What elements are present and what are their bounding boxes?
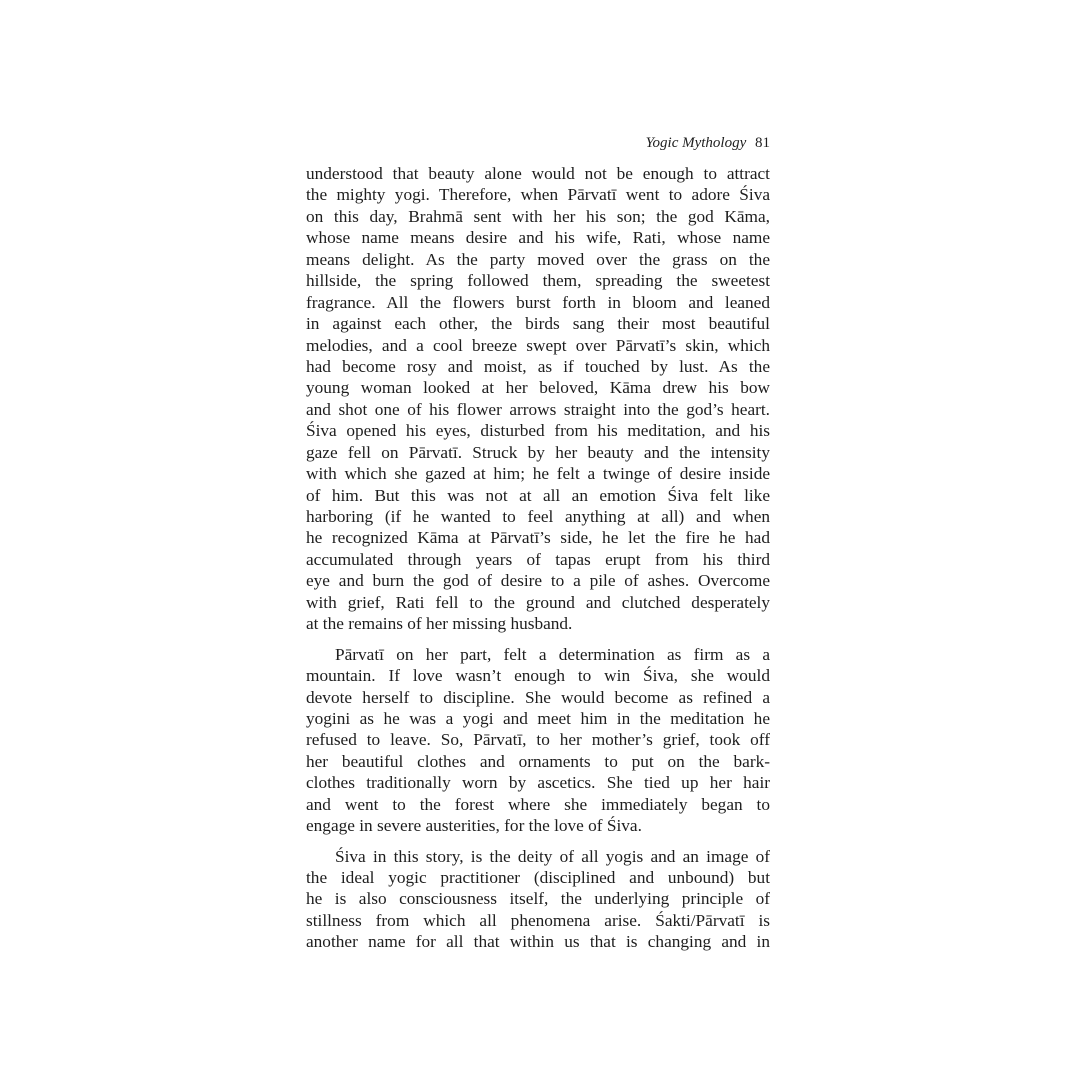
text-line: and went to the forest where she immediately began to [306, 794, 770, 814]
paragraph [306, 846, 770, 953]
running-head-title: Yogic Mythology [645, 135, 747, 151]
text-line: with which she gazed at him; he felt a twinge of desire inside [306, 464, 770, 484]
text-line: understood that beauty alone would not be enough to attract [306, 164, 770, 183]
text-line: he recognized Kāma at Pārvatī’s side, he let the fire he had [306, 528, 770, 548]
page-number: 81 [755, 135, 770, 151]
text-line: refused to leave. So, Pārvatī, to her mother’s grief, took off [306, 730, 770, 750]
text-line: eye and burn the god of desire to a pile of ashes. Overcome [306, 571, 770, 591]
text-line: mountain. If love wasn’t enough to win Śiva, she would [306, 666, 770, 686]
text-line: Śiva in this story, is the deity of all yogis and an image of [335, 846, 770, 866]
text-line: stillness from which all phenomena arise. Śakti/Pārvatī is [306, 910, 770, 930]
text-line: had become rosy and moist, as if touched by lust. As the [306, 356, 770, 376]
text-line: means delight. As the party moved over the grass on the [306, 249, 770, 269]
text-line: of him. But this was not at all an emotion Śiva felt like [306, 485, 770, 505]
text-line: harboring (if he wanted to feel anything at all) and when [306, 507, 770, 526]
text-line: gaze fell on Pārvatī. Struck by her beauty and the intensity [306, 442, 770, 462]
paragraph [306, 163, 770, 635]
text-line: the ideal yogic practitioner (disciplined and unbound) but [306, 868, 770, 887]
text-line: he is also consciousness itself, the underlying principle of [306, 889, 770, 909]
text-line: whose name means desire and his wife, Rati, whose name [306, 228, 770, 248]
text-line: another name for all that within us that is changing and in [306, 932, 770, 952]
text-line: her beautiful clothes and ornaments to put on the bark- [306, 751, 770, 771]
text-line: devote herself to discipline. She would become as refined a [306, 687, 770, 707]
text-line: fragrance. All the flowers burst forth in bloom and leaned [306, 292, 770, 312]
text-line: on this day, Brahmā sent with her his son; the god Kāma, [306, 206, 770, 226]
text-line: engage in severe austerities, for the love of Śiva. [306, 816, 642, 836]
text-line: at the remains of her missing husband. [306, 614, 573, 634]
text-line: young woman looked at her beloved, Kāma drew his bow [306, 378, 770, 398]
text-line: clothes traditionally worn by ascetics. She tied up her hair [306, 773, 770, 793]
text-line: melodies, and a cool breeze swept over Pārvatī’s skin, which [306, 335, 770, 355]
text-line: Śiva opened his eyes, disturbed from his meditation, and his [306, 421, 770, 441]
text-line: with grief, Rati fell to the ground and clutched desperately [306, 592, 770, 612]
text-line: yogini as he was a yogi and meet him in the meditation he [306, 708, 770, 728]
text-line: Pārvatī on her part, felt a determination as firm as a [335, 644, 770, 664]
paragraph [306, 644, 770, 837]
text-line: and shot one of his flower arrows straight into the god’s heart. [306, 399, 770, 419]
running-head [306, 133, 770, 153]
text-line: hillside, the spring followed them, spreading the sweetest [306, 271, 770, 291]
body-text [306, 163, 770, 953]
text-line: the mighty yogi. Therefore, when Pārvatī went to adore Śiva [306, 185, 770, 205]
text-line: in against each other, the birds sang their most beautiful [306, 314, 770, 334]
text-line: accumulated through years of tapas erupt from his third [306, 549, 770, 569]
